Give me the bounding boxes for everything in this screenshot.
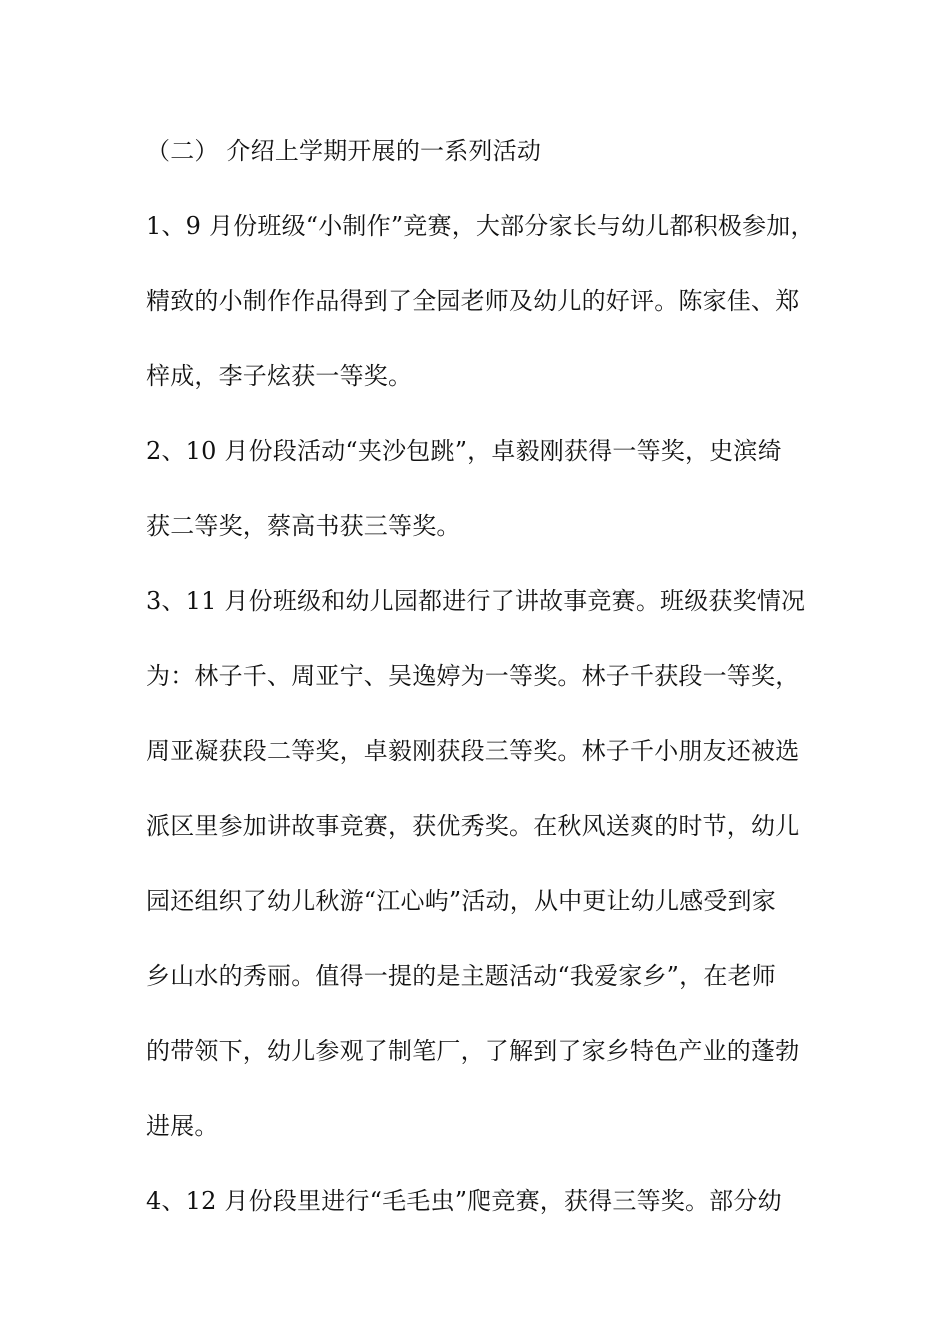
paragraph-line: 乡山水的秀丽。值得一提的是主题活动“我爱家乡”，在老师 [146,962,776,990]
paragraph-line: 3、11 月份班级和幼儿园都进行了讲故事竞赛。班级获奖情况 [146,587,806,615]
paragraph-line: 梓成，李子炫获一等奖。 [146,362,413,390]
paragraph-line: 4、12 月份段里进行“毛毛虫”爬竞赛，获得三等奖。部分幼 [146,1187,782,1215]
paragraph-line: 周亚凝获段二等奖，卓毅刚获段三等奖。林子千小朋友还被选 [146,737,800,765]
paragraph-line: 精致的小制作作品得到了全园老师及幼儿的好评。陈家佳、郑 [146,287,800,315]
paragraph-line: 为：林子千、周亚宁、吴逸婷为一等奖。林子千获段一等奖， [146,662,800,690]
paragraph-line: 派区里参加讲故事竞赛，获优秀奖。在秋风送爽的时节，幼儿 [146,812,800,840]
paragraph-line: 园还组织了幼儿秋游“江心屿”活动，从中更让幼儿感受到家 [146,887,776,915]
paragraph-line: 的带领下，幼儿参观了制笔厂，了解到了家乡特色产业的蓬勃 [146,1037,800,1065]
paragraph-line: 1、9 月份班级“小制作”竞赛，大部分家长与幼儿都积极参加， [146,212,815,240]
paragraph-line: 进展。 [146,1112,219,1140]
paragraph-line: 获二等奖，蔡高书获三等奖。 [146,512,461,540]
section-heading: （二） 介绍上学期开展的一系列活动 [146,137,542,165]
paragraph-line: 2、10 月份段活动“夹沙包跳”，卓毅刚获得一等奖，史滨绮 [146,437,782,465]
